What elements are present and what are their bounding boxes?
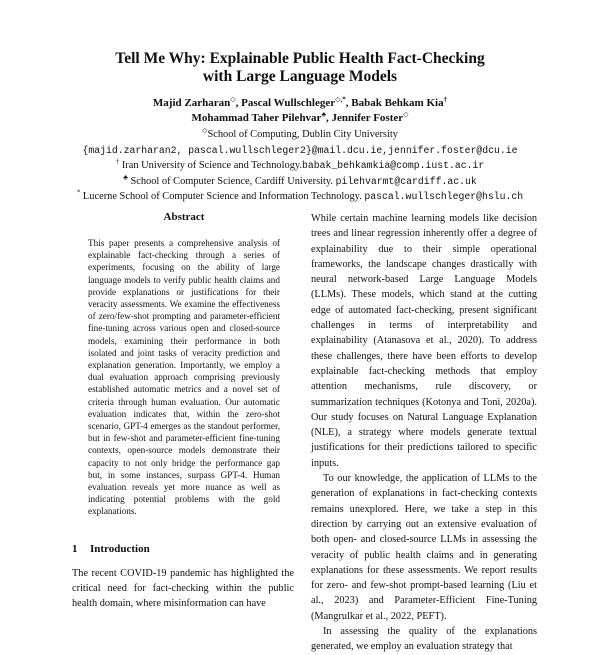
affiliation-iust: † Iran University of Science and Technology.babak_behkamkia@comp.iust.ac.ir — [115, 157, 485, 172]
section-heading-introduction — [72, 543, 150, 555]
affiliation-dcu-emails: {majid.zarharan2, pascal.wullschleger2}@mail.dcu.ie,jennifer.foster@dcu.ie — [82, 144, 518, 156]
author-line-2: Mohammad Taher Pilehvar♣, Jennifer Foster◇ — [191, 110, 409, 124]
author-mark: ◇ — [230, 95, 236, 104]
section-title: Introduction — [90, 543, 150, 555]
author-name: Pascal Wullschleger — [241, 97, 336, 109]
body-paragraph-2: To our knowledge, the application of LLMs to the generation of explanations in fact-checking contexts remains unexplored. Here, we take a step in this direction by carrying out an extensive evaluation of both open- and closed-source LLMs in assessing the veracity of public health claims and in generating explanations for these assessments. We report results for zero- and few-shot prompt-based learning (Liu et al., 2023) and Parameter-Efficient Fine-Tuning (Mangrulkar et al., 2022, PEFT). — [311, 473, 537, 622]
author-list — [0, 96, 600, 126]
author-name: Majid Zarharan — [152, 97, 231, 109]
author-mark: ◇,* — [335, 95, 346, 104]
author-mark: ♣ — [321, 110, 327, 119]
email-iust: babak_behkamkia@comp.iust.ac.ir — [302, 160, 485, 172]
author-line-1: Majid Zarharan◇, Pascal Wullschleger◇,*, Babak Behkam Kia† — [152, 95, 448, 109]
affiliations — [0, 127, 600, 205]
author-mark: ◇ — [403, 110, 409, 119]
intro-paragraph-left: The recent COVID-19 pandemic has highlighted the critical need for fact-checking within the public health domain, where misinformation can have — [72, 568, 294, 610]
title-line-1: Tell Me Why: Explainable Public Health Fact-Checking — [115, 50, 485, 67]
paper-title — [0, 50, 600, 86]
author-mark: † — [443, 95, 448, 104]
email-cardiff: pilehvarmt@cardiff.ac.uk — [335, 175, 477, 187]
affiliation-dcu: ◇School of Computing, Dublin City University — [202, 126, 398, 140]
right-column — [311, 211, 537, 655]
affiliation-hslu: * Lucerne School of Computer Science and Information Technology. pascal.wullschleger@hslu.ch — [76, 188, 524, 203]
author-name: Mohammad Taher Pilehvar — [191, 112, 322, 124]
body-paragraph-3: In assessing the quality of the explanations generated, we employ an evaluation strategy that — [311, 626, 537, 653]
abstract-heading: Abstract — [163, 211, 205, 223]
email-hslu: pascal.wullschleger@hslu.ch — [364, 191, 524, 203]
body-paragraph-1: While certain machine learning models like decision trees and linear regression inherently offer a degree of explainability due to their simple operational frameworks, the landscape changes drastically with neural network-based Large Language Models (LLMs). These models, which stand at the cutting edge of automated fact-checking, present significant challenges in terms of interpretability and explainability (Atanasova et al., 2020). To address these challenges, there have been efforts to develop explainable fact-checking methods that employ attention mechanisms, rule discovery, or summarization techniques (Kotonya and Toni, 2020a). Our study focuses on Natural Language Explanation (NLE), a strategy where models generate textual justifications for their predictions tailored to specific inputs. — [311, 213, 537, 469]
author-name: Babak Behkam Kia — [351, 97, 444, 109]
affiliation-cardiff: ♣ School of Computer Science, Cardiff University. pilehvarmt@cardiff.ac.uk — [123, 173, 477, 187]
section-number: 1 — [72, 543, 78, 555]
title-line-2: with Large Language Models — [202, 68, 398, 85]
author-name: Jennifer Foster — [331, 112, 404, 124]
abstract-text: This paper presents a comprehensive analysis of explainable fact-checking through a series of experiments, focusing on the ability of large language models to verify public health claims and provide explanations or justifications for their veracity assessments. We examine the effectiveness of zero/few-shot prompting and parameter-efficient fine-tuning across various open and closed-source models, examining their performance in both isolated and joint tasks of veracity prediction and explanation generation. Importantly, we employ a dual evaluation approach comprising previously established automatic metrics and a novel set of criteria through human evaluation. Our automatic evaluation indicates that, within the zero-shot scenario, GPT-4 emerges as the standout performer, but in few-shot and parameter-efficient fine-tuning contexts, open-source models demonstrate their capacity to not only bridge the performance gap but, in some instances, surpass GPT-4. Human evaluation reveals yet more nuance as well as indicating potential problems with the gold explanations. — [88, 238, 280, 517]
